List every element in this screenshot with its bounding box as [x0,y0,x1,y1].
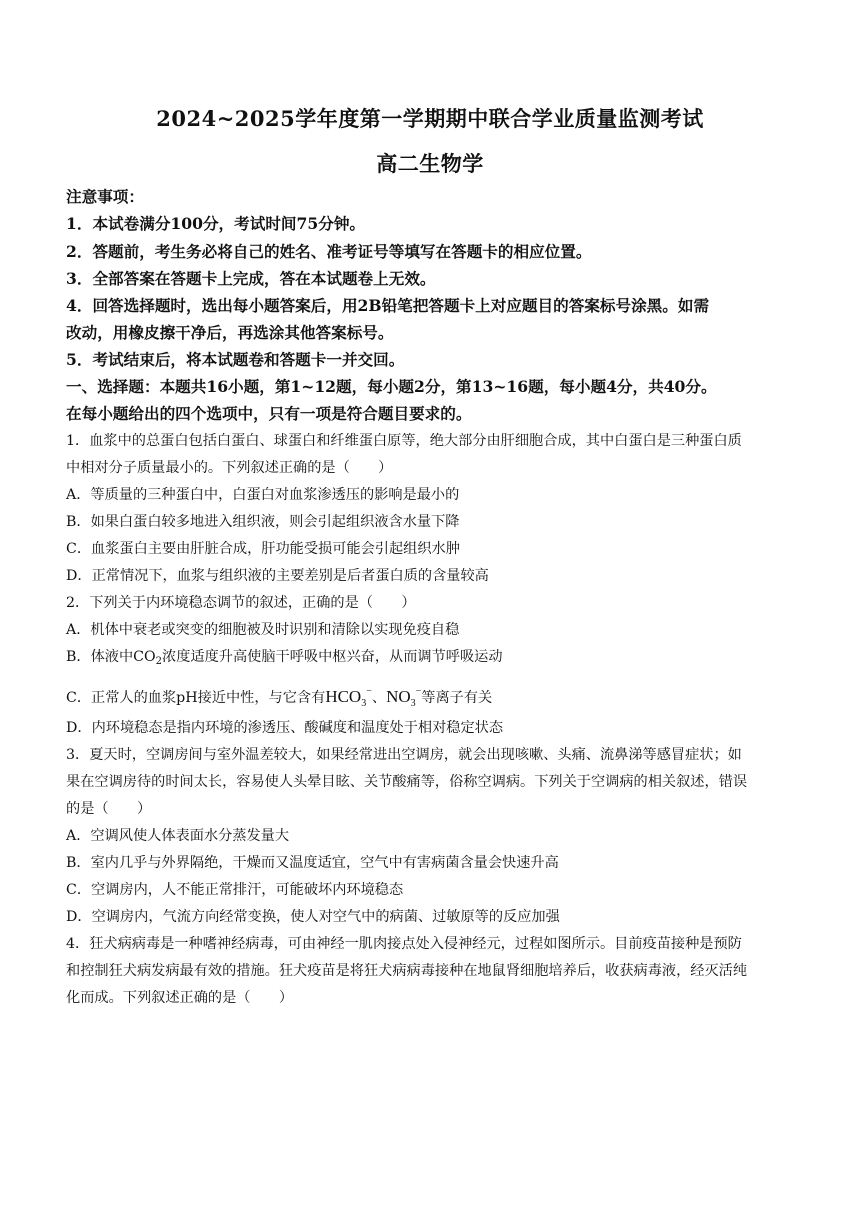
option-text: 浓度适度升高使脑干呼吸中枢兴奋，从而调节呼吸运动 [162,649,503,665]
question-1-option-d: D．正常情况下，血浆与组织液的主要差别是后者蛋白质的含量较高 [66,568,489,584]
separator: 、 [371,690,387,706]
notice-item: 1．本试卷满分100分，考试时间75分钟。 [66,214,366,233]
question-1-option-b: B．如果白蛋白较多地进入组织液，则会引起组织液含水量下降 [66,514,460,530]
notice-item: 5．考试结束后，将本试题卷和答题卡一并交回。 [66,350,405,369]
notice-item: 2．答题前，考生务必将自己的姓名、准考证号等填写在答题卡的相应位置。 [66,242,592,261]
option-text: 等离子有关 [421,690,493,706]
question-3-option-c: C．空调房内，人不能正常排汗，可能破坏内环境稳态 [66,882,404,898]
question-3-option-a: A．空调风使人体表面水分蒸发量大 [66,828,290,844]
notice-item: 改动，用橡皮擦干净后，再选涂其他答案标号。 [66,323,394,342]
question-4-stem: 4．狂犬病病毒是一种嗜神经病毒，可由神经一肌肉接点处入侵神经元，过程如图所示。目前疫苗接种是预防 [66,936,742,952]
notice-heading: 注意事项： [66,187,144,206]
question-3-stem: 的是（ ） [66,801,152,817]
question-2-option-b [66,648,794,671]
question-3-option-d: D．空调房内，气流方向经常变换，使人对空气中的病菌、过敏原等的反应加强 [66,909,560,925]
question-4-stem: 和控制狂犬病发病最有效的措施。狂犬疫苗是将狂犬病病毒接种在地鼠肾细胞培养后，收获病毒液，经灭活纯 [66,963,748,979]
question-2-option-c [66,683,794,713]
subscript: 2 [155,656,163,667]
bicarbonate-ion: $HCO_3^-$ [325,686,372,709]
section-heading: 一、选择题：本题共16小题，第1~12题，每小题2分，第13~16题，每小题4分，共40分。 [66,377,717,396]
exam-title: 2024~2025学年度第一学期期中联合学业质量监测考试 [156,106,704,131]
nitrate-ion: $NO_3^-$ [386,686,422,709]
question-2-option-a: A．机体中衰老或突变的细胞被及时识别和清除以实现免疫自稳 [66,622,460,638]
question-2-option-d: D．内环境稳态是指内环境的渗透压、酸碱度和温度处于相对稳定状态 [66,720,504,736]
question-1-stem: 中相对分子质量最小的。下列叙述正确的是（ ） [66,460,393,476]
option-text: B．体液中CO [66,649,156,665]
question-1-option-c: C．血浆蛋白主要由肝脏合成，肝功能受损可能会引起组织水肿 [66,541,460,557]
question-3-stem: 3．夏天时，空调房间与室外温差较大，如果经常进出空调房，就会出现咳嗽、头痛、流鼻涕等感冒症状；如 [66,747,742,763]
notice-item: 3．全部答案在答题卡上完成，答在本试题卷上无效。 [66,269,436,288]
subject-title: 高二生物学 [376,151,484,176]
question-1-option-a: A．等质量的三种蛋白中，白蛋白对血浆渗透压的影响是最小的 [66,487,460,503]
section-heading: 在每小题给出的四个选项中，只有一项是符合题目要求的。 [66,404,472,423]
question-4-stem: 化而成。下列叙述正确的是（ ） [66,990,294,1006]
question-3-stem: 果在空调房待的时间太长，容易使人头晕目眩、关节酸痛等，俗称空调病。下列关于空调病的相关叙述，错误 [66,774,748,790]
notice-item: 4．回答选择题时，选出每小题答案后，用2B铅笔把答题卡上对应题目的答案标号涂黑。如需 [66,296,710,315]
question-2-stem: 2．下列关于内环境稳态调节的叙述，正确的是（ ） [66,595,416,611]
question-1-stem: 1．血浆中的总蛋白包括白蛋白、球蛋白和纤维蛋白原等，绝大部分由肝细胞合成，其中白蛋白是三种蛋白质 [66,433,742,449]
question-3-option-b: B．室内几乎与外界隔绝，干燥而又温度适宜，空气中有害病菌含量会快速升高 [66,855,559,871]
option-text: C．正常人的血浆pH接近中性，与它含有 [66,690,326,706]
